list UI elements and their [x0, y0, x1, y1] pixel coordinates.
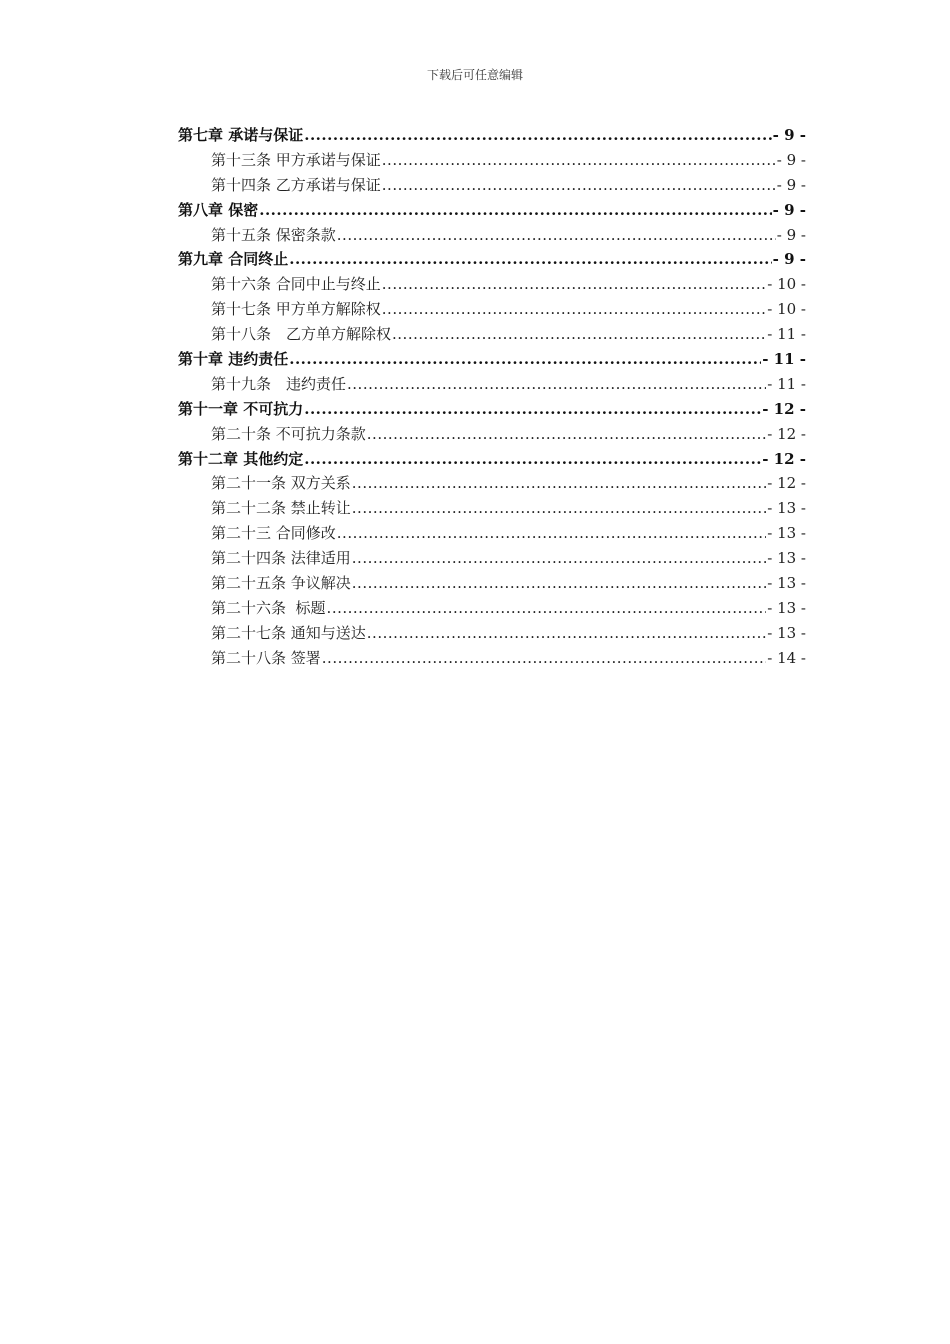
toc-dot-leader — [337, 226, 776, 244]
toc-dot-leader — [322, 649, 766, 667]
toc-entry-title: 第二十五条 争议解决 — [211, 574, 351, 593]
toc-dot-leader — [382, 176, 776, 194]
toc-entry-title: 第十一章 不可抗力 — [178, 399, 304, 418]
toc-article-entry[interactable] — [178, 497, 806, 522]
toc-dot-leader — [304, 400, 761, 418]
toc-dot-leader — [289, 350, 761, 368]
toc-dot-leader — [382, 275, 766, 293]
toc-dot-leader — [337, 524, 766, 542]
toc-page-number: - 9 - — [776, 150, 806, 169]
toc-dot-leader — [392, 325, 766, 343]
toc-entry-title: 第二十三 合同修改 — [211, 524, 336, 543]
toc-page-number: - 13 - — [767, 598, 806, 617]
toc-article-entry[interactable] — [178, 522, 806, 547]
toc-dot-leader — [304, 126, 771, 144]
toc-dot-leader — [382, 151, 776, 169]
toc-article-entry[interactable] — [178, 572, 806, 597]
toc-entry-title: 第二十六条 标题 — [211, 598, 326, 617]
toc-entry-title: 第十章 违约责任 — [178, 350, 289, 369]
toc-page-number: - 9 - — [776, 225, 806, 244]
toc-article-entry[interactable] — [178, 149, 806, 174]
toc-dot-leader — [367, 624, 766, 642]
toc-chapter-entry[interactable] — [178, 124, 806, 149]
toc-entry-title: 第十三条 甲方承诺与保证 — [211, 150, 381, 169]
page-header: 下载后可任意编辑 — [426, 68, 523, 82]
toc-chapter-entry[interactable] — [178, 348, 806, 373]
toc-dot-leader — [259, 201, 771, 219]
toc-article-entry[interactable] — [178, 597, 806, 622]
toc-page-number: - 10 - — [767, 275, 806, 294]
toc-dot-leader — [352, 499, 766, 517]
toc-chapter-entry[interactable] — [178, 398, 806, 423]
toc-entry-title: 第十二章 其他约定 — [178, 449, 304, 468]
toc-dot-leader — [352, 574, 766, 592]
toc-entry-title: 第二十八条 签署 — [211, 648, 321, 667]
toc-entry-title: 第八章 保密 — [178, 200, 259, 219]
toc-article-entry[interactable] — [178, 472, 806, 497]
toc-article-entry[interactable] — [178, 174, 806, 199]
toc-page-number: - 11 - — [762, 350, 806, 369]
toc-page-number: - 13 - — [767, 623, 806, 642]
toc-dot-leader — [289, 250, 771, 268]
toc-page-number: - 9 - — [772, 250, 806, 269]
toc-page-number: - 9 - — [776, 175, 806, 194]
toc-entry-title: 第二十条 不可抗力条款 — [211, 424, 366, 443]
toc-dot-leader — [382, 300, 766, 318]
toc-article-entry[interactable] — [178, 423, 806, 448]
table-of-contents — [178, 124, 806, 672]
toc-entry-title: 第十四条 乙方承诺与保证 — [211, 175, 381, 194]
toc-page-number: - 12 - — [767, 424, 806, 443]
toc-entry-title: 第十七条 甲方单方解除权 — [211, 300, 381, 319]
toc-entry-title: 第十五条 保密条款 — [211, 225, 336, 244]
toc-article-entry[interactable] — [178, 224, 806, 249]
toc-entry-title: 第二十一条 双方关系 — [211, 474, 351, 493]
toc-dot-leader — [304, 450, 761, 468]
toc-entry-title: 第九章 合同终止 — [178, 250, 289, 269]
toc-page-number: - 11 - — [767, 325, 806, 344]
toc-dot-leader — [352, 474, 766, 492]
toc-dot-leader — [352, 549, 766, 567]
toc-page-number: - 14 - — [767, 648, 806, 667]
toc-dot-leader — [347, 375, 766, 393]
toc-entry-title: 第十八条 乙方单方解除权 — [211, 325, 392, 344]
toc-page-number: - 9 - — [772, 126, 806, 144]
toc-dot-leader — [327, 599, 767, 617]
toc-entry-title: 第十六条 合同中止与终止 — [211, 275, 381, 294]
toc-article-entry[interactable] — [178, 622, 806, 647]
toc-entry-title: 第十九条 违约责任 — [211, 374, 347, 393]
toc-page-number: - 13 - — [767, 499, 806, 518]
toc-article-entry[interactable] — [178, 273, 806, 298]
toc-entry-title: 第二十七条 通知与送达 — [211, 623, 366, 642]
toc-entry-title: 第二十四条 法律适用 — [211, 549, 351, 568]
toc-article-entry[interactable] — [178, 298, 806, 323]
toc-page-number: - 12 - — [767, 474, 806, 493]
toc-article-entry[interactable] — [178, 547, 806, 572]
toc-article-entry[interactable] — [178, 323, 806, 348]
toc-page-number: - 12 - — [762, 399, 806, 418]
toc-page-number: - 13 - — [767, 524, 806, 543]
toc-page-number: - 13 - — [767, 549, 806, 568]
toc-page-number: - 9 - — [772, 200, 806, 219]
toc-page-number: - 13 - — [767, 574, 806, 593]
toc-chapter-entry[interactable] — [178, 248, 806, 273]
toc-chapter-entry[interactable] — [178, 448, 806, 473]
toc-dot-leader — [367, 425, 766, 443]
toc-page-number: - 12 - — [762, 449, 806, 468]
toc-article-entry[interactable] — [178, 647, 806, 672]
toc-article-entry[interactable] — [178, 373, 806, 398]
toc-entry-title: 第七章 承诺与保证 — [178, 126, 304, 144]
toc-chapter-entry[interactable] — [178, 199, 806, 224]
toc-entry-title: 第二十二条 禁止转让 — [211, 499, 351, 518]
toc-page-number: - 10 - — [767, 300, 806, 319]
toc-page-number: - 11 - — [767, 374, 806, 393]
